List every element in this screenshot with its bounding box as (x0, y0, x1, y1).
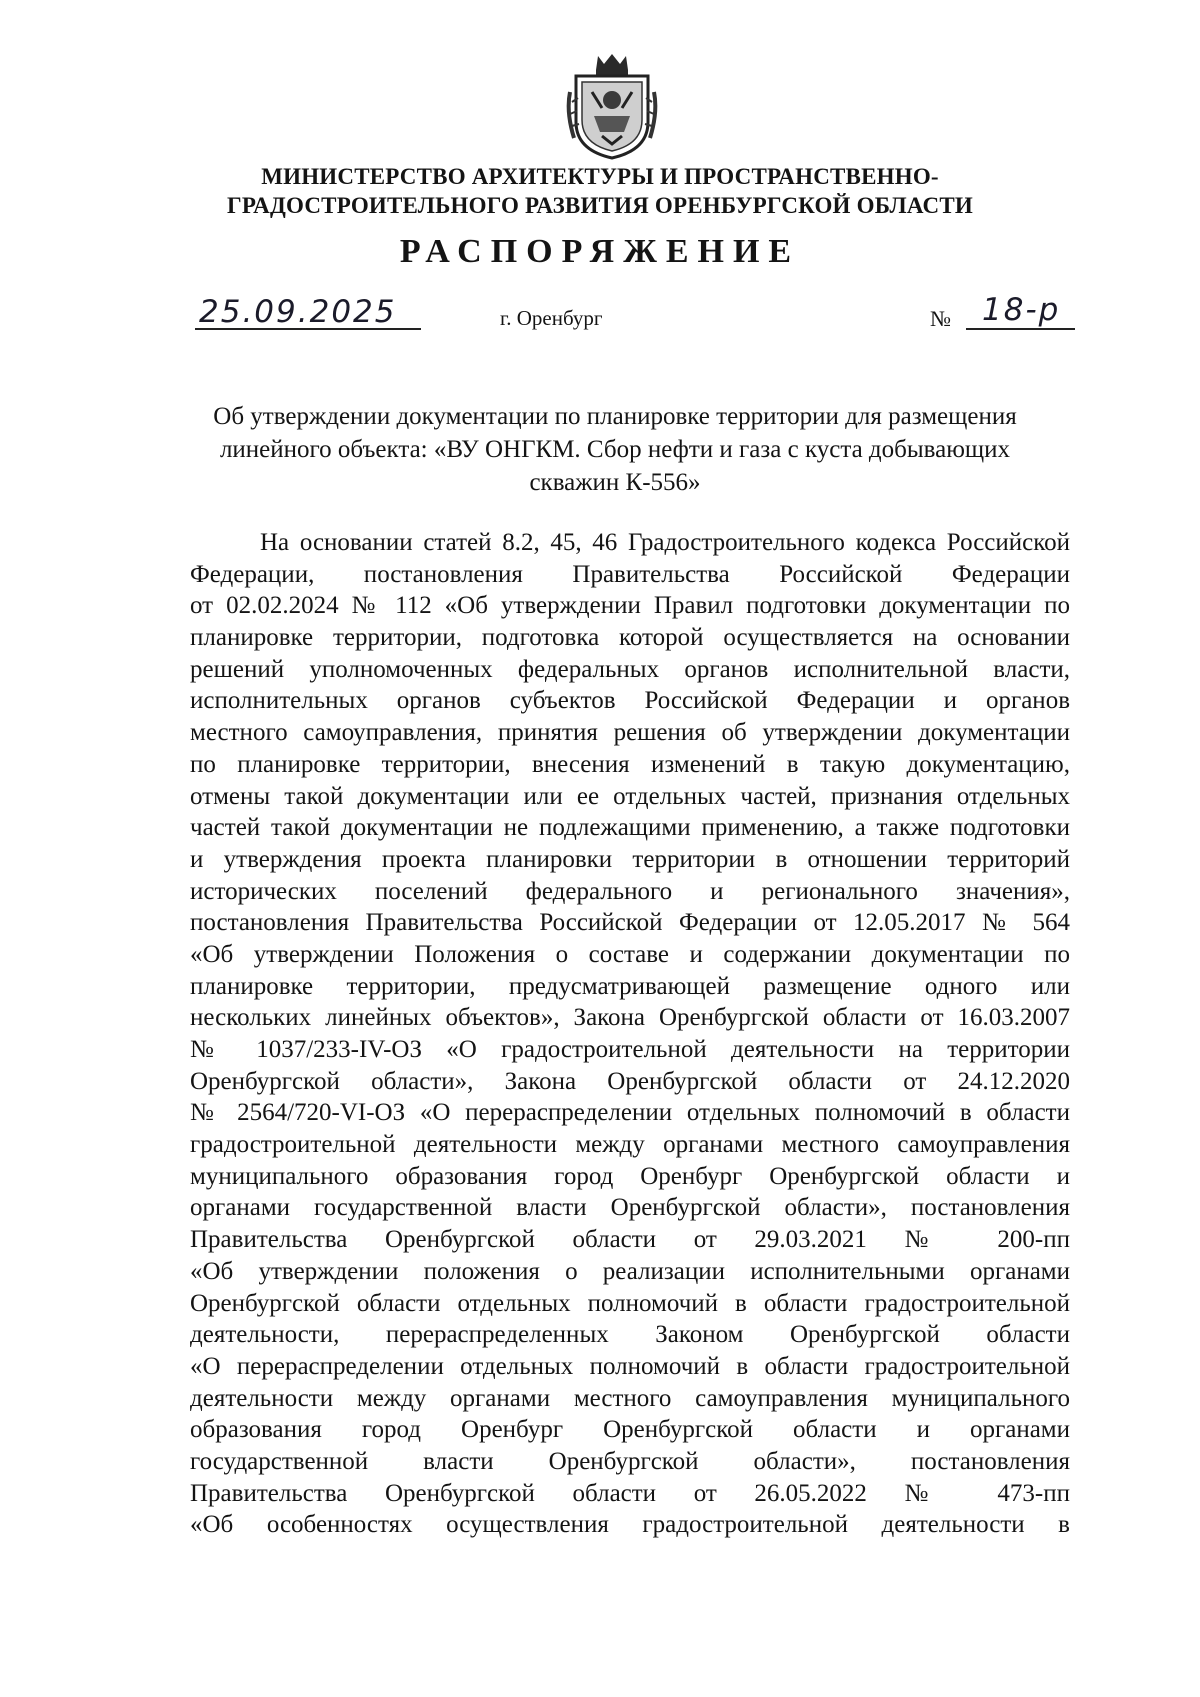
body-line: Правительства Оренбургской области от 26.05.2022 № 473-пп (190, 1479, 1070, 1507)
ministry-line-1: МИНИСТЕРСТВО АРХИТЕКТУРЫ И ПРОСТРАНСТВЕННО- (261, 164, 939, 189)
body-line: Федерации, постановления Правительства Российской Федерации (190, 560, 1070, 588)
body-line: № 2564/720-VI-ОЗ «О перераспределении отдельных полномочий в области (190, 1099, 1070, 1127)
handwritten-number: 18-р (982, 292, 1061, 328)
body-line: деятельности между органами местного самоуправления муниципального (190, 1384, 1070, 1412)
document-type: РАСПОРЯЖЕНИЕ (399, 233, 801, 270)
date-underline (195, 328, 421, 330)
number-sign: № (930, 306, 951, 331)
coat-of-arms-icon (566, 52, 658, 160)
body-line: Оренбургской области отдельных полномочий в области градостроительной (190, 1289, 1070, 1317)
body-line: органами государственной власти Оренбургской области», постановления (190, 1194, 1070, 1222)
city-label: г. Оренбург (500, 306, 603, 330)
body-line: исторических поселений федерального и регионального значения», (190, 877, 1070, 905)
body-line: местного самоуправления, принятия решения об утверждении документации (190, 719, 1070, 747)
body-line: отмены такой документации или ее отдельных частей, признания отдельных (190, 782, 1070, 810)
body-paragraph (190, 527, 1070, 1541)
ministry-line-2: ГРАДОСТРОИТЕЛЬНОГО РАЗВИТИЯ ОРЕНБУРГСКОЙ ОБЛАСТИ (227, 193, 973, 218)
body-line: исполнительных органов субъектов Российской Федерации и органов (190, 687, 1070, 715)
body-line: «Об утверждении Положения о составе и содержании документации по (190, 940, 1070, 968)
subject-line: линейного объекта: «ВУ ОНГКМ. Сбор нефти и газа с куста добывающих (219, 436, 1011, 463)
body-line: «О перераспределении отдельных полномочий в области градостроительной (190, 1352, 1070, 1380)
document-number (930, 294, 1075, 336)
body-line: Оренбургской области», Закона Оренбургской области от 24.12.2020 (190, 1067, 1070, 1095)
ministry-title (150, 162, 1050, 220)
number-underline (966, 328, 1075, 330)
body-line: градостроительной деятельности между органами местного самоуправления (190, 1131, 1070, 1159)
subject-line: скважин К-556» (529, 469, 701, 496)
body-line: постановления Правительства Российской Федерации от 12.05.2017 № 564 (190, 909, 1070, 937)
body-line: деятельности, перераспределенных Законом Оренбургской области (190, 1321, 1070, 1349)
body-line: На основании статей 8.2, 45, 46 Градостроительного кодекса Российской (260, 529, 1070, 556)
body-line: от 02.02.2024 № 112 «Об утверждении Правил подготовки документации по (190, 592, 1070, 620)
body-line: «Об утверждении положения о реализации исполнительными органами (190, 1257, 1070, 1285)
body-line: «Об особенностях осуществления градостроительной деятельности в (190, 1511, 1070, 1539)
body-line: по планировке территории, внесения изменений в такую документацию, (190, 750, 1070, 778)
body-line: частей такой документации не подлежащими применению, а также подготовки (190, 814, 1070, 842)
document-subject (180, 400, 1050, 499)
handwritten-date: 25.09.2025 (199, 294, 397, 330)
body-line: образования город Оренбург Оренбургской области и органами (190, 1416, 1070, 1444)
body-line: решений уполномоченных федеральных органов исполнительной власти, (190, 655, 1070, 683)
subject-line: Об утверждении документации по планировке территории для размещения (213, 403, 1017, 430)
body-line: государственной власти Оренбургской области», постановления (190, 1447, 1070, 1475)
body-line: Правительства Оренбургской области от 29.03.2021 № 200-пп (190, 1226, 1070, 1254)
body-line: планировке территории, подготовка которой осуществляется на основании (190, 624, 1070, 652)
body-line: нескольких линейных объектов», Закона Оренбургской области от 16.03.2007 (190, 1004, 1070, 1032)
body-line: и утверждения проекта планировки территории в отношении территорий (190, 845, 1070, 873)
body-line: муниципального образования город Оренбург Оренбургской области и (190, 1162, 1070, 1190)
document-date (195, 294, 421, 336)
body-line: № 1037/233-IV-ОЗ «О градостроительной деятельности на территории (190, 1036, 1070, 1063)
body-line: планировке территории, предусматривающей размещение одного или (190, 972, 1070, 1000)
